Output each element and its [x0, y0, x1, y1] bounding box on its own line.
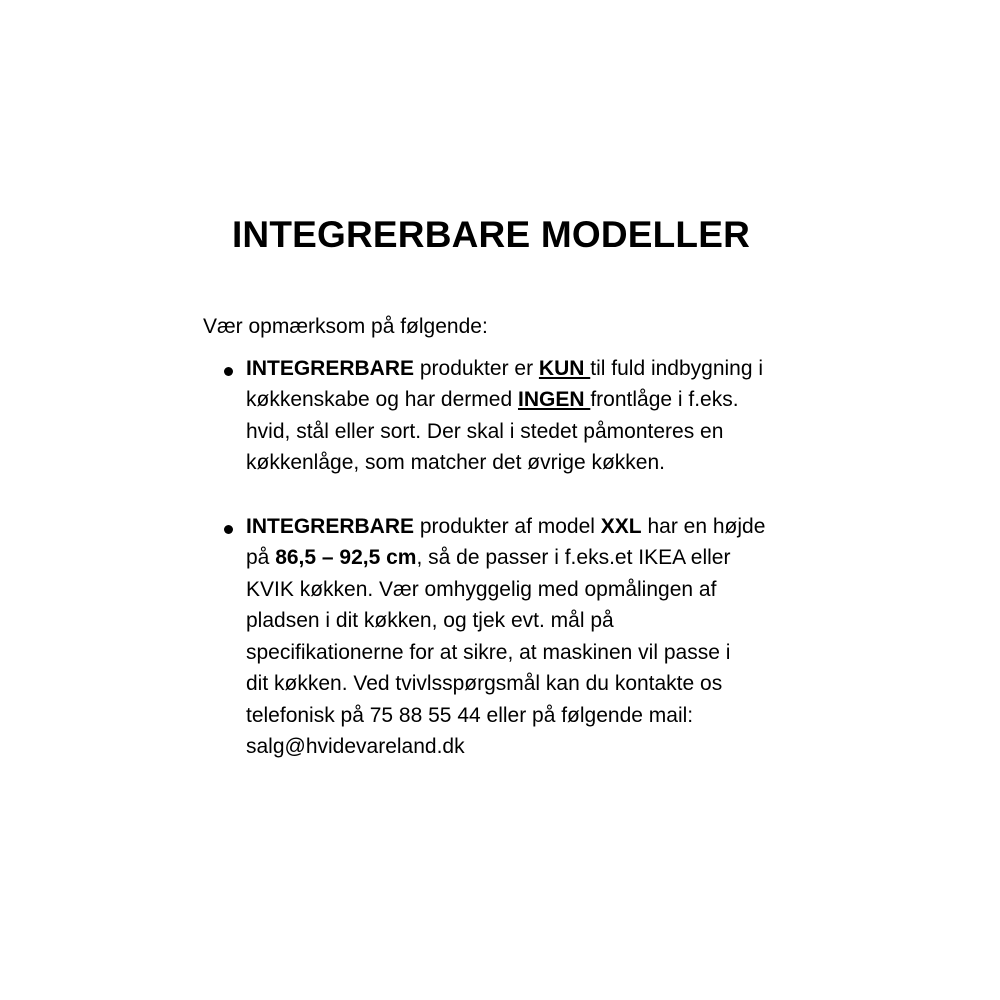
page-title: INTEGRERBARE MODELLER — [231, 214, 751, 255]
bullet-dot-icon — [224, 525, 233, 534]
emphasis-ingen: INGEN — [517, 388, 591, 411]
bullet-line: køkkenlåge, som matcher det øvrige køkken. — [246, 451, 665, 474]
text-run: har en højde — [641, 515, 766, 538]
bullet-line: telefonisk på 75 88 55 44 eller på følgende mail: — [246, 704, 694, 727]
text-run: produkter er — [414, 357, 539, 380]
bullet-line — [246, 386, 739, 414]
bullet-line: pladsen i dit køkken, og tjek evt. mål på — [246, 609, 614, 632]
bullet-line: dit køkken. Ved tvivlsspørgsmål kan du kontakte os — [246, 672, 723, 695]
bullet-dot-icon — [224, 367, 233, 376]
emphasis-kun: KUN — [538, 357, 591, 380]
bold-term: INTEGRERBARE — [246, 515, 415, 538]
bullet-line: KVIK køkken. Vær omhyggelig med opmålingen af — [246, 578, 717, 601]
email-address: salg@hvidevareland.dk — [246, 735, 465, 758]
bullet-line — [246, 513, 765, 541]
bullet-line — [246, 544, 730, 572]
text-run: produkter af model — [414, 515, 601, 538]
text-run: frontlåge i f.eks. — [590, 388, 739, 411]
text-run: køkkenskabe og har dermed — [246, 388, 518, 411]
bold-height-range: 86,5 – 92,5 cm — [275, 546, 417, 569]
bullet-line — [246, 355, 763, 383]
text-run: til fuld indbygning i — [590, 357, 764, 380]
bullet-line: hvid, stål eller sort. Der skal i stedet påmonteres en — [246, 420, 724, 443]
bold-term: INTEGRERBARE — [246, 357, 415, 380]
bullet-line: specifikationerne for at sikre, at maskinen vil passe i — [246, 641, 731, 664]
intro-text: Vær opmærksom på følgende: — [203, 315, 488, 338]
text-run: på — [246, 546, 276, 569]
bold-model: XXL — [600, 515, 642, 538]
text-run: , så de passer i f.eks.et IKEA eller — [416, 546, 731, 569]
